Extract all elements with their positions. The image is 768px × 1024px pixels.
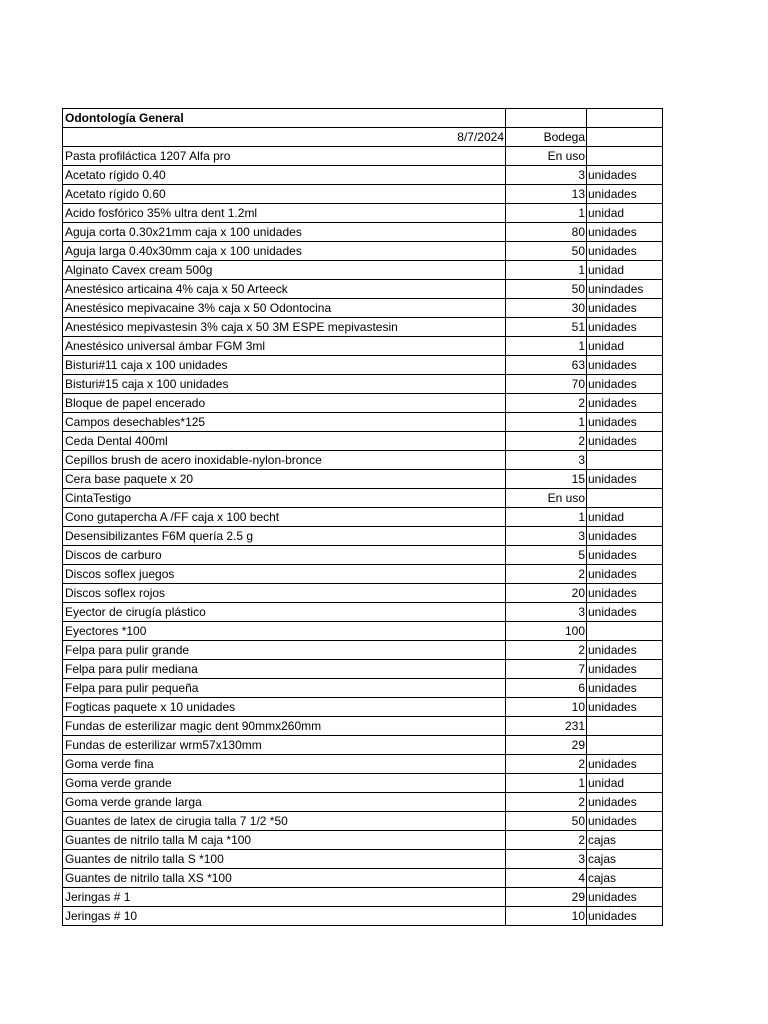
item-name-cell[interactable]: Aguja larga 0.40x30mm caja x 100 unidades (63, 242, 506, 261)
item-name-cell[interactable]: Ceda Dental 400ml (63, 432, 506, 451)
unit-cell[interactable]: unidades (587, 698, 663, 717)
item-name-cell[interactable]: Acetato rígido 0.60 (63, 185, 506, 204)
unit-cell[interactable]: unidad (587, 508, 663, 527)
table-row (63, 755, 663, 774)
unit-cell[interactable]: unidades (587, 432, 663, 451)
unit-cell[interactable]: unidad (587, 337, 663, 356)
quantity-cell[interactable]: 1 (506, 337, 587, 356)
item-name-cell[interactable]: Acetato rígido 0.40 (63, 166, 506, 185)
table-row (63, 584, 663, 603)
unit-cell[interactable] (587, 147, 663, 166)
item-name-cell[interactable]: Bisturi#11 caja x 100 unidades (63, 356, 506, 375)
item-name-cell[interactable]: Campos desechables*125 (63, 413, 506, 432)
table-row (63, 508, 663, 527)
table-row (63, 736, 663, 755)
table-row (63, 147, 663, 166)
quantity-cell[interactable]: 2 (506, 394, 587, 413)
table-row (63, 869, 663, 888)
item-name-cell[interactable]: Jeringas # 1 (63, 888, 506, 907)
table-row (63, 242, 663, 261)
item-name-cell[interactable]: Fogticas paquete x 10 unidades (63, 698, 506, 717)
item-name-cell[interactable]: Guantes de nitrilo talla S *100 (63, 850, 506, 869)
table-row (63, 166, 663, 185)
quantity-cell[interactable]: 2 (506, 831, 587, 850)
quantity-cell[interactable]: 231 (506, 717, 587, 736)
item-name-cell[interactable]: Guantes de nitrilo talla XS *100 (63, 869, 506, 888)
table-row (63, 299, 663, 318)
unit-cell[interactable]: cajas (587, 869, 663, 888)
quantity-cell[interactable]: 29 (506, 888, 587, 907)
quantity-cell[interactable]: 2 (506, 755, 587, 774)
item-name-cell[interactable]: Goma verde fina (63, 755, 506, 774)
table-row (63, 812, 663, 831)
item-name-cell[interactable]: Cera base paquete x 20 (63, 470, 506, 489)
quantity-cell[interactable]: 3 (506, 166, 587, 185)
table-row (63, 793, 663, 812)
table-row (63, 831, 663, 850)
table-row (63, 261, 663, 280)
table-row (63, 527, 663, 546)
item-name-cell[interactable]: Jeringas # 10 (63, 907, 506, 926)
quantity-cell[interactable]: 1 (506, 508, 587, 527)
item-name-cell[interactable]: Fundas de esterilizar wrm57x130mm (63, 736, 506, 755)
unit-cell[interactable]: unindades (587, 280, 663, 299)
quantity-cell[interactable]: 20 (506, 584, 587, 603)
table-row (63, 850, 663, 869)
empty-cell[interactable] (506, 109, 587, 128)
table-row (63, 565, 663, 584)
location-header[interactable]: Bodega (506, 128, 587, 147)
quantity-cell[interactable]: 10 (506, 907, 587, 926)
inventory-table (62, 108, 663, 926)
unit-cell[interactable] (587, 451, 663, 470)
item-name-cell[interactable]: Fundas de esterilizar magic dent 90mmx260mm (63, 717, 506, 736)
table-row (63, 622, 663, 641)
unit-cell[interactable]: unidades (587, 527, 663, 546)
item-name-cell[interactable]: Bloque de papel encerado (63, 394, 506, 413)
table-row (63, 451, 663, 470)
table-row (63, 432, 663, 451)
table-row (63, 375, 663, 394)
quantity-cell[interactable]: 7 (506, 660, 587, 679)
inventory-sheet (62, 108, 663, 926)
unit-cell[interactable]: unidades (587, 299, 663, 318)
empty-cell[interactable] (587, 109, 663, 128)
item-name-cell[interactable]: Discos soflex juegos (63, 565, 506, 584)
item-name-cell[interactable]: Aguja corta 0.30x21mm caja x 100 unidades (63, 223, 506, 242)
quantity-cell[interactable]: 10 (506, 698, 587, 717)
item-name-cell[interactable]: Anestésico articaina 4% caja x 50 Arteeck (63, 280, 506, 299)
table-row (63, 185, 663, 204)
quantity-cell[interactable]: 4 (506, 869, 587, 888)
unit-cell[interactable]: unidades (587, 375, 663, 394)
item-name-cell[interactable]: Eyector de cirugía plástico (63, 603, 506, 622)
unit-cell[interactable]: unidades (587, 907, 663, 926)
table-row (63, 907, 663, 926)
table-row (63, 394, 663, 413)
quantity-cell[interactable]: 6 (506, 679, 587, 698)
table-row (63, 641, 663, 660)
item-name-cell[interactable]: Alginato Cavex cream 500g (63, 261, 506, 280)
table-row (63, 413, 663, 432)
quantity-cell[interactable]: 2 (506, 641, 587, 660)
item-name-cell[interactable]: Pasta profiláctica 1207 Alfa pro (63, 147, 506, 166)
quantity-cell[interactable]: 3 (506, 527, 587, 546)
item-name-cell[interactable]: Anestésico mepivacaine 3% caja x 50 Odontocina (63, 299, 506, 318)
quantity-cell[interactable]: 50 (506, 812, 587, 831)
table-row (63, 717, 663, 736)
unit-cell[interactable]: unidad (587, 261, 663, 280)
item-name-cell[interactable]: Felpa para pulir pequeña (63, 679, 506, 698)
quantity-cell[interactable]: 2 (506, 432, 587, 451)
item-name-cell[interactable]: Desensibilizantes F6M quería 2.5 g (63, 527, 506, 546)
unit-cell[interactable]: unidades (587, 394, 663, 413)
table-row (63, 318, 663, 337)
unit-cell[interactable]: unidades (587, 660, 663, 679)
table-row (63, 546, 663, 565)
quantity-cell[interactable]: 13 (506, 185, 587, 204)
item-name-cell[interactable]: Discos de carburo (63, 546, 506, 565)
table-row (63, 774, 663, 793)
unit-cell[interactable]: cajas (587, 831, 663, 850)
quantity-cell[interactable]: 30 (506, 299, 587, 318)
quantity-cell[interactable]: 100 (506, 622, 587, 641)
unit-cell[interactable]: unidades (587, 755, 663, 774)
unit-cell[interactable]: cajas (587, 850, 663, 869)
item-name-cell[interactable]: Cepillos brush de acero inoxidable-nylon-bronce (63, 451, 506, 470)
unit-cell[interactable]: unidades (587, 584, 663, 603)
item-name-cell[interactable]: Guantes de latex de cirugia talla 7 1/2 *50 (63, 812, 506, 831)
table-row (63, 603, 663, 622)
quantity-cell[interactable]: 63 (506, 356, 587, 375)
unit-cell[interactable] (587, 717, 663, 736)
item-name-cell[interactable]: Anestésico mepivastesin 3% caja x 50 3M ESPE mepivastesin (63, 318, 506, 337)
quantity-cell[interactable]: 3 (506, 603, 587, 622)
unit-cell[interactable]: unidades (587, 888, 663, 907)
quantity-cell[interactable]: 70 (506, 375, 587, 394)
table-row (63, 679, 663, 698)
item-name-cell[interactable]: Bisturi#15 caja x 100 unidades (63, 375, 506, 394)
unit-cell[interactable]: unidades (587, 812, 663, 831)
table-row (63, 223, 663, 242)
unit-cell[interactable]: unidades (587, 413, 663, 432)
unit-cell[interactable]: unidades (587, 641, 663, 660)
quantity-cell[interactable]: 1 (506, 204, 587, 223)
header-row (63, 128, 663, 147)
table-row (63, 698, 663, 717)
unit-cell[interactable]: unidades (587, 546, 663, 565)
quantity-cell[interactable]: 2 (506, 565, 587, 584)
item-name-cell[interactable]: Acido fosfórico 35% ultra dent 1.2ml (63, 204, 506, 223)
unit-cell[interactable]: unidades (587, 679, 663, 698)
title-row (63, 109, 663, 128)
date-cell[interactable]: 8/7/2024 (63, 128, 506, 147)
empty-cell[interactable] (587, 128, 663, 147)
quantity-cell[interactable]: 3 (506, 451, 587, 470)
unit-cell[interactable]: unidades (587, 185, 663, 204)
item-name-cell[interactable]: Felpa para pulir grande (63, 641, 506, 660)
item-name-cell[interactable]: Goma verde grande (63, 774, 506, 793)
quantity-cell[interactable]: 1 (506, 774, 587, 793)
unit-cell[interactable]: unidades (587, 318, 663, 337)
unit-cell[interactable]: unidades (587, 356, 663, 375)
table-row (63, 280, 663, 299)
quantity-cell[interactable]: 29 (506, 736, 587, 755)
unit-cell[interactable]: unidad (587, 774, 663, 793)
unit-cell[interactable] (587, 622, 663, 641)
unit-cell[interactable]: unidades (587, 166, 663, 185)
quantity-cell[interactable]: 50 (506, 242, 587, 261)
table-row (63, 356, 663, 375)
item-name-cell[interactable]: CintaTestigo (63, 489, 506, 508)
table-row (63, 337, 663, 356)
table-row (63, 204, 663, 223)
unit-cell[interactable]: unidades (587, 242, 663, 261)
item-name-cell[interactable]: Felpa para pulir mediana (63, 660, 506, 679)
quantity-cell[interactable]: 1 (506, 413, 587, 432)
quantity-cell[interactable]: 15 (506, 470, 587, 489)
table-row (63, 489, 663, 508)
quantity-cell[interactable]: 5 (506, 546, 587, 565)
quantity-cell[interactable]: 50 (506, 280, 587, 299)
item-name-cell[interactable]: Discos soflex rojos (63, 584, 506, 603)
quantity-cell[interactable]: 1 (506, 261, 587, 280)
unit-cell[interactable]: unidades (587, 223, 663, 242)
table-row (63, 470, 663, 489)
unit-cell[interactable]: unidades (587, 793, 663, 812)
quantity-cell[interactable]: En uso (506, 489, 587, 508)
table-row (63, 660, 663, 679)
item-name-cell[interactable]: Guantes de nitrilo talla M caja *100 (63, 831, 506, 850)
item-name-cell[interactable]: Anestésico universal ámbar FGM 3ml (63, 337, 506, 356)
quantity-cell[interactable]: En uso (506, 147, 587, 166)
sheet-title[interactable]: Odontología General (63, 109, 506, 128)
unit-cell[interactable]: unidad (587, 204, 663, 223)
unit-cell[interactable]: unidades (587, 470, 663, 489)
quantity-cell[interactable]: 3 (506, 850, 587, 869)
unit-cell[interactable]: unidades (587, 565, 663, 584)
item-name-cell[interactable]: Cono gutapercha A /FF caja x 100 becht (63, 508, 506, 527)
quantity-cell[interactable]: 80 (506, 223, 587, 242)
quantity-cell[interactable]: 2 (506, 793, 587, 812)
table-row (63, 888, 663, 907)
quantity-cell[interactable]: 51 (506, 318, 587, 337)
unit-cell[interactable] (587, 489, 663, 508)
item-name-cell[interactable]: Eyectores *100 (63, 622, 506, 641)
unit-cell[interactable]: unidades (587, 603, 663, 622)
unit-cell[interactable] (587, 736, 663, 755)
item-name-cell[interactable]: Goma verde grande larga (63, 793, 506, 812)
